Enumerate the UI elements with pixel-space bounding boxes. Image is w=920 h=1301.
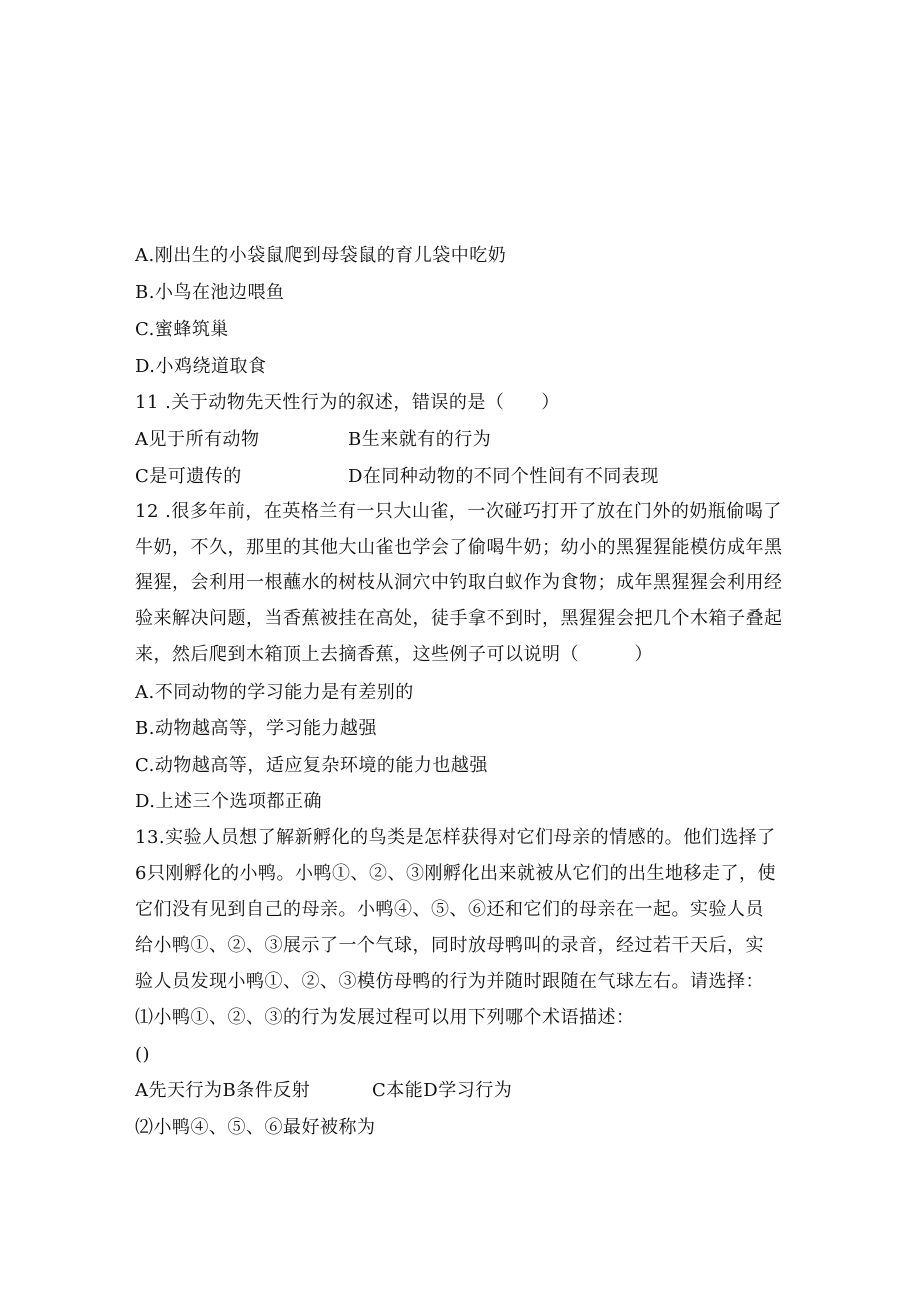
q11-stem: 11 .关于动物先天性行为的叙述，错误的是（ ） (135, 392, 560, 413)
q12-option-a: A.不同动物的学习能力是有差别的 (135, 682, 414, 703)
q12-option-d: D.上述三个选项都正确 (135, 791, 323, 812)
q13-stem-line: 13.实验人员想了解新孵化的鸟类是怎样获得对它们母亲的情感的。他们选择了 (135, 827, 776, 848)
q13-sub1-options-left: A先天行为B条件反射 (135, 1080, 311, 1101)
q12-option-b: B.动物越高等，学习能力越强 (135, 718, 377, 739)
q11-options-row-2 (135, 465, 242, 489)
q10-option-a: A.刚出生的小袋鼠爬到母袋鼠的育儿袋中吃奶 (135, 245, 507, 266)
q13-stem-line: 验人员发现小鸭①、②、③模仿母鸭的行为并随时跟随在气球左右。请选择： (135, 971, 764, 992)
q13-sub1-options-right: C本能D学习行为 (372, 1080, 513, 1101)
q13-sub1-question: ⑴小鸭①、②、③的行为发展过程可以用下列哪个术语描述： (135, 1007, 635, 1028)
q10-option-c: C.蜜蜂筑巢 (135, 319, 229, 340)
q11-options-row-1 (135, 428, 260, 452)
q12-option-c: C.动物越高等，适应复杂环境的能力也越强 (135, 755, 488, 776)
q11-option-d: D在同种动物的不同个性间有不同表现 (348, 466, 659, 487)
q13-sub1-answer-blank: () (135, 1044, 151, 1065)
q13-stem-line: 给小鸭①、②、③展示了一个气球，同时放母鸭叫的录音，经过若干天后，实 (135, 935, 764, 956)
q12-stem-line: 来，然后爬到木箱顶上去摘香蕉，这些例子可以说明（ ） (135, 644, 653, 665)
q11-option-c: C是可遗传的 (135, 466, 242, 487)
q12-stem-line: 12 .很多年前，在英格兰有一只大山雀，一次碰巧打开了放在门外的奶瓶偷喝了 (135, 501, 782, 522)
q11-option-b: B生来就有的行为 (348, 429, 492, 450)
q10-option-d: D.小鸡绕道取食 (135, 356, 267, 377)
q13-sub2-question: ⑵小鸭④、⑤、⑥最好被称为 (135, 1117, 376, 1138)
q12-stem-line: 验来解决问题，当香蕉被挂在高处，徒手拿不到时，黑猩猩会把几个木箱子叠起 (135, 608, 783, 629)
q10-option-b: B.小鸟在池边喂鱼 (135, 282, 285, 303)
q13-stem-line: 6只刚孵化的小鸭。小鸭①、②、③刚孵化出来就被从它们的出生地移走了，使 (135, 863, 776, 884)
q11-option-a: A见于所有动物 (135, 429, 260, 450)
q12-stem-line: 牛奶，不久，那里的其他大山雀也学会了偷喝牛奶；幼小的黑猩猩能模仿成年黑 (135, 537, 783, 558)
q13-stem-line: 它们没有见到自己的母亲。小鸭④、⑤、⑥还和它们的母亲在一起。实验人员 (135, 899, 764, 920)
q12-stem-line: 猩猩，会利用一根蘸水的树枝从洞穴中钓取白蚁作为食物；成年黑猩猩会利用经 (135, 572, 783, 593)
